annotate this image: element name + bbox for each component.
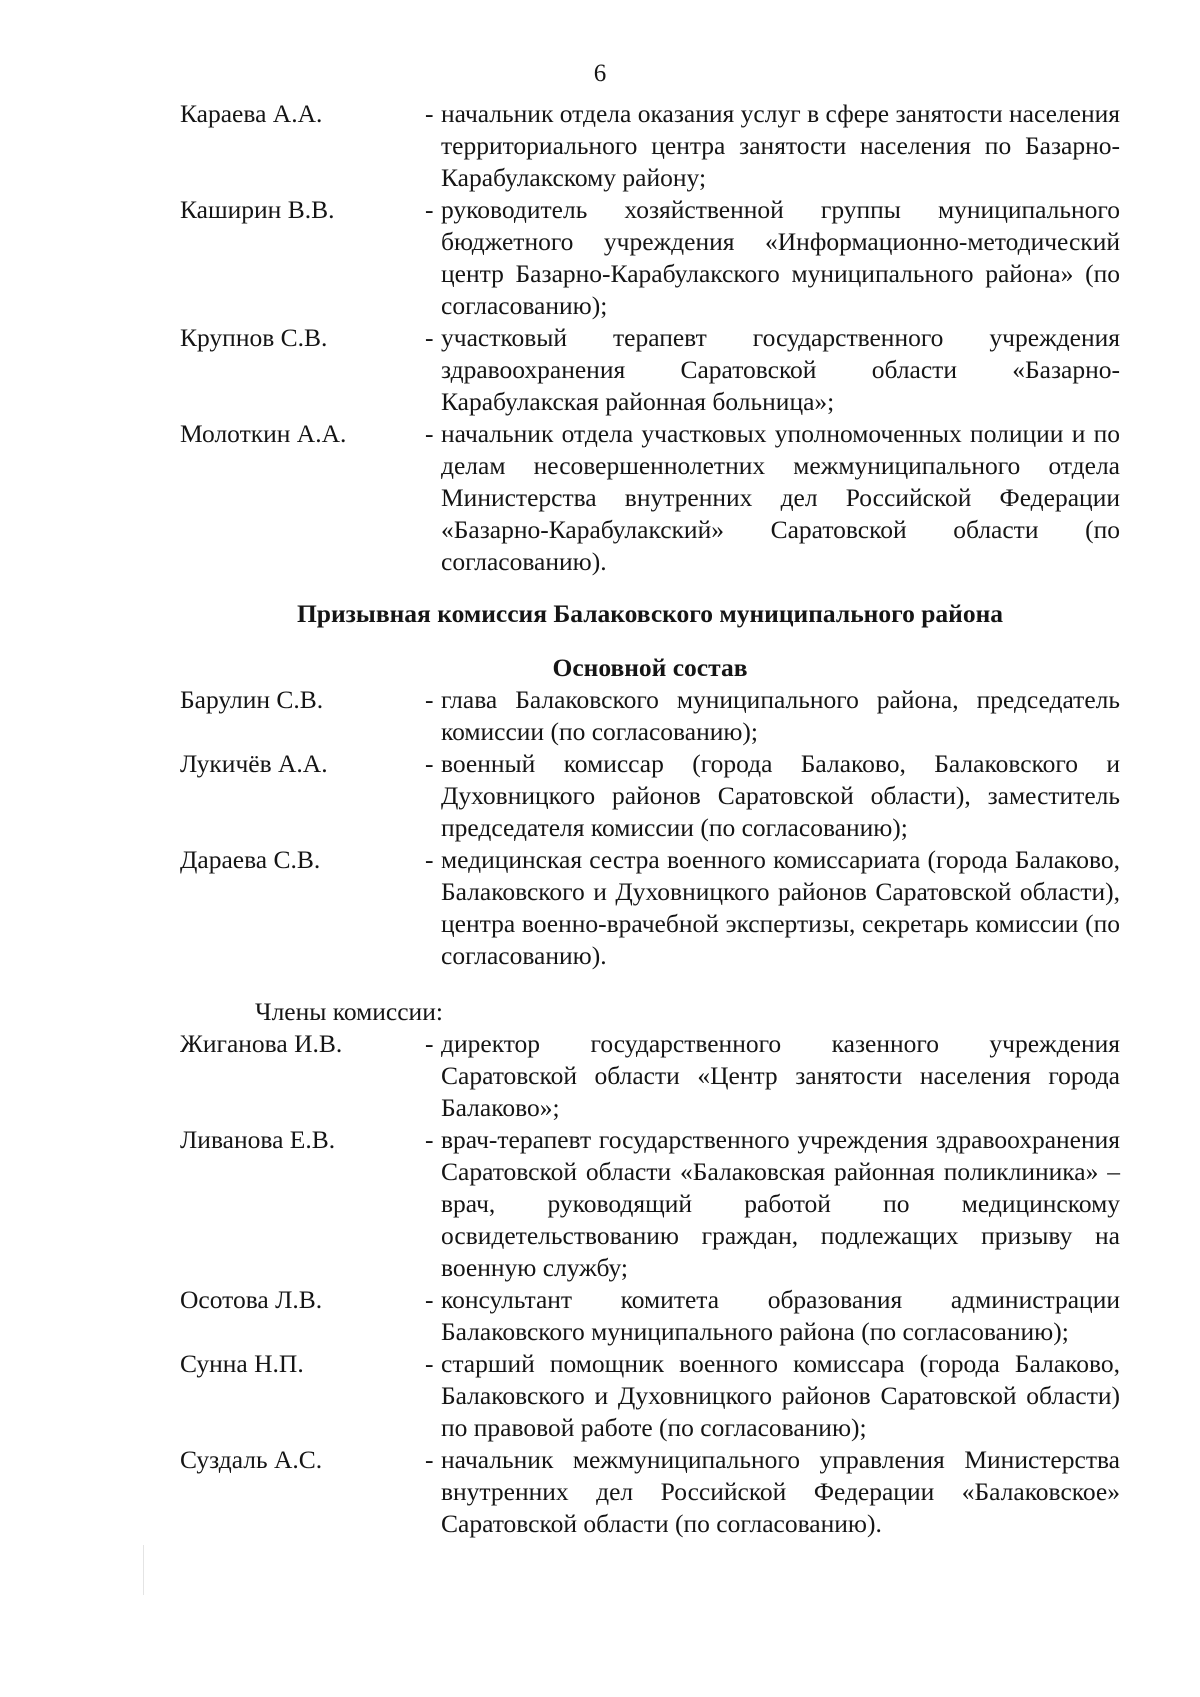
person-position: - начальник отдела участковых уполномоченных полиции и по делам несовершеннолетних межмуниципального отдела Министерства внутренних дел Российской Федерации «Базарно-Карабулакский» Саратовской области (по согласованию). xyxy=(425,418,1120,578)
person-position: - директор государственного казенного учреждения Саратовской области «Центр занятости населения города Балаково»; xyxy=(425,1028,1120,1124)
commission-title: Призывная комиссия Балаковского муниципального района xyxy=(296,599,1004,628)
scan-artifact xyxy=(143,1545,144,1595)
commission-members-list xyxy=(180,1028,1120,1540)
page-number: 6 xyxy=(593,60,607,87)
person-entry xyxy=(180,322,1120,418)
person-entry xyxy=(180,748,1120,844)
person-position: - начальник межмуниципального управления Министерства внутренних дел Российской Федерации «Балаковское» Саратовской области (по согласованию). xyxy=(425,1444,1120,1540)
person-name: Караева А.А. xyxy=(180,99,323,128)
person-entry xyxy=(180,1028,1120,1124)
person-entry xyxy=(180,844,1120,972)
person-entry xyxy=(180,1124,1120,1284)
person-entry xyxy=(180,1444,1120,1540)
members-list-previous xyxy=(180,98,1120,578)
person-name: Дараева С.В. xyxy=(180,845,321,874)
person-position: - врач-терапевт государственного учреждения здравоохранения Саратовской области «Балаковская районная поликлиника» – врач, руководящий работой по медицинскому освидетельствованию граждан, подлежащих призыву на военную службу; xyxy=(425,1124,1120,1284)
person-entry xyxy=(180,194,1120,322)
person-position: - участковый терапевт государственного учреждения здравоохранения Саратовской области «Базарно-Карабулакская районная больница»; xyxy=(425,322,1120,418)
person-name: Крупнов С.В. xyxy=(180,323,328,352)
person-entry xyxy=(180,418,1120,578)
person-position: - медицинская сестра военного комиссариата (города Балаково, Балаковского и Духовницкого районов Саратовской области), центра военно-врачебной экспертизы, секретарь комиссии (по согласованию). xyxy=(425,844,1120,972)
person-name: Ливанова Е.В. xyxy=(180,1125,336,1154)
person-name: Молоткин А.А. xyxy=(180,419,347,448)
person-name: Жиганова И.В. xyxy=(180,1029,343,1058)
person-name: Сунна Н.П. xyxy=(180,1349,304,1378)
person-position: - военный комиссар (города Балаково, Балаковского и Духовницкого районов Саратовской области), заместитель председателя комиссии (по согласованию); xyxy=(425,748,1120,844)
person-position: - руководитель хозяйственной группы муниципального бюджетного учреждения «Информационно-методический центр Базарно-Карабулакского муниципального района» (по согласованию); xyxy=(425,194,1120,322)
person-position: - начальник отдела оказания услуг в сфере занятости населения территориального центра занятости населения по Базарно-Карабулакскому району; xyxy=(425,98,1120,194)
person-name: Суздаль А.С. xyxy=(180,1445,323,1474)
person-position: - старший помощник военного комиссара (города Балаково, Балаковского и Духовницкого районов Саратовской области) по правовой работе (по согласованию); xyxy=(425,1348,1120,1444)
person-position: - глава Балаковского муниципального района, председатель комиссии (по согласованию); xyxy=(425,684,1120,748)
main-composition-list xyxy=(180,684,1120,972)
main-composition-title: Основной состав xyxy=(552,653,748,682)
person-entry xyxy=(180,1348,1120,1444)
person-name: Осотова Л.В. xyxy=(180,1285,323,1314)
person-name: Лукичёв А.А. xyxy=(180,749,328,778)
person-name: Каширин В.В. xyxy=(180,195,335,224)
document-body xyxy=(180,98,1120,1540)
person-name: Барулин С.В. xyxy=(180,685,324,714)
person-entry xyxy=(180,1284,1120,1348)
person-entry xyxy=(180,98,1120,194)
person-entry xyxy=(180,684,1120,748)
person-position: - консультант комитета образования администрации Балаковского муниципального района (по согласованию); xyxy=(425,1284,1120,1348)
members-label: Члены комиссии: xyxy=(255,997,443,1026)
